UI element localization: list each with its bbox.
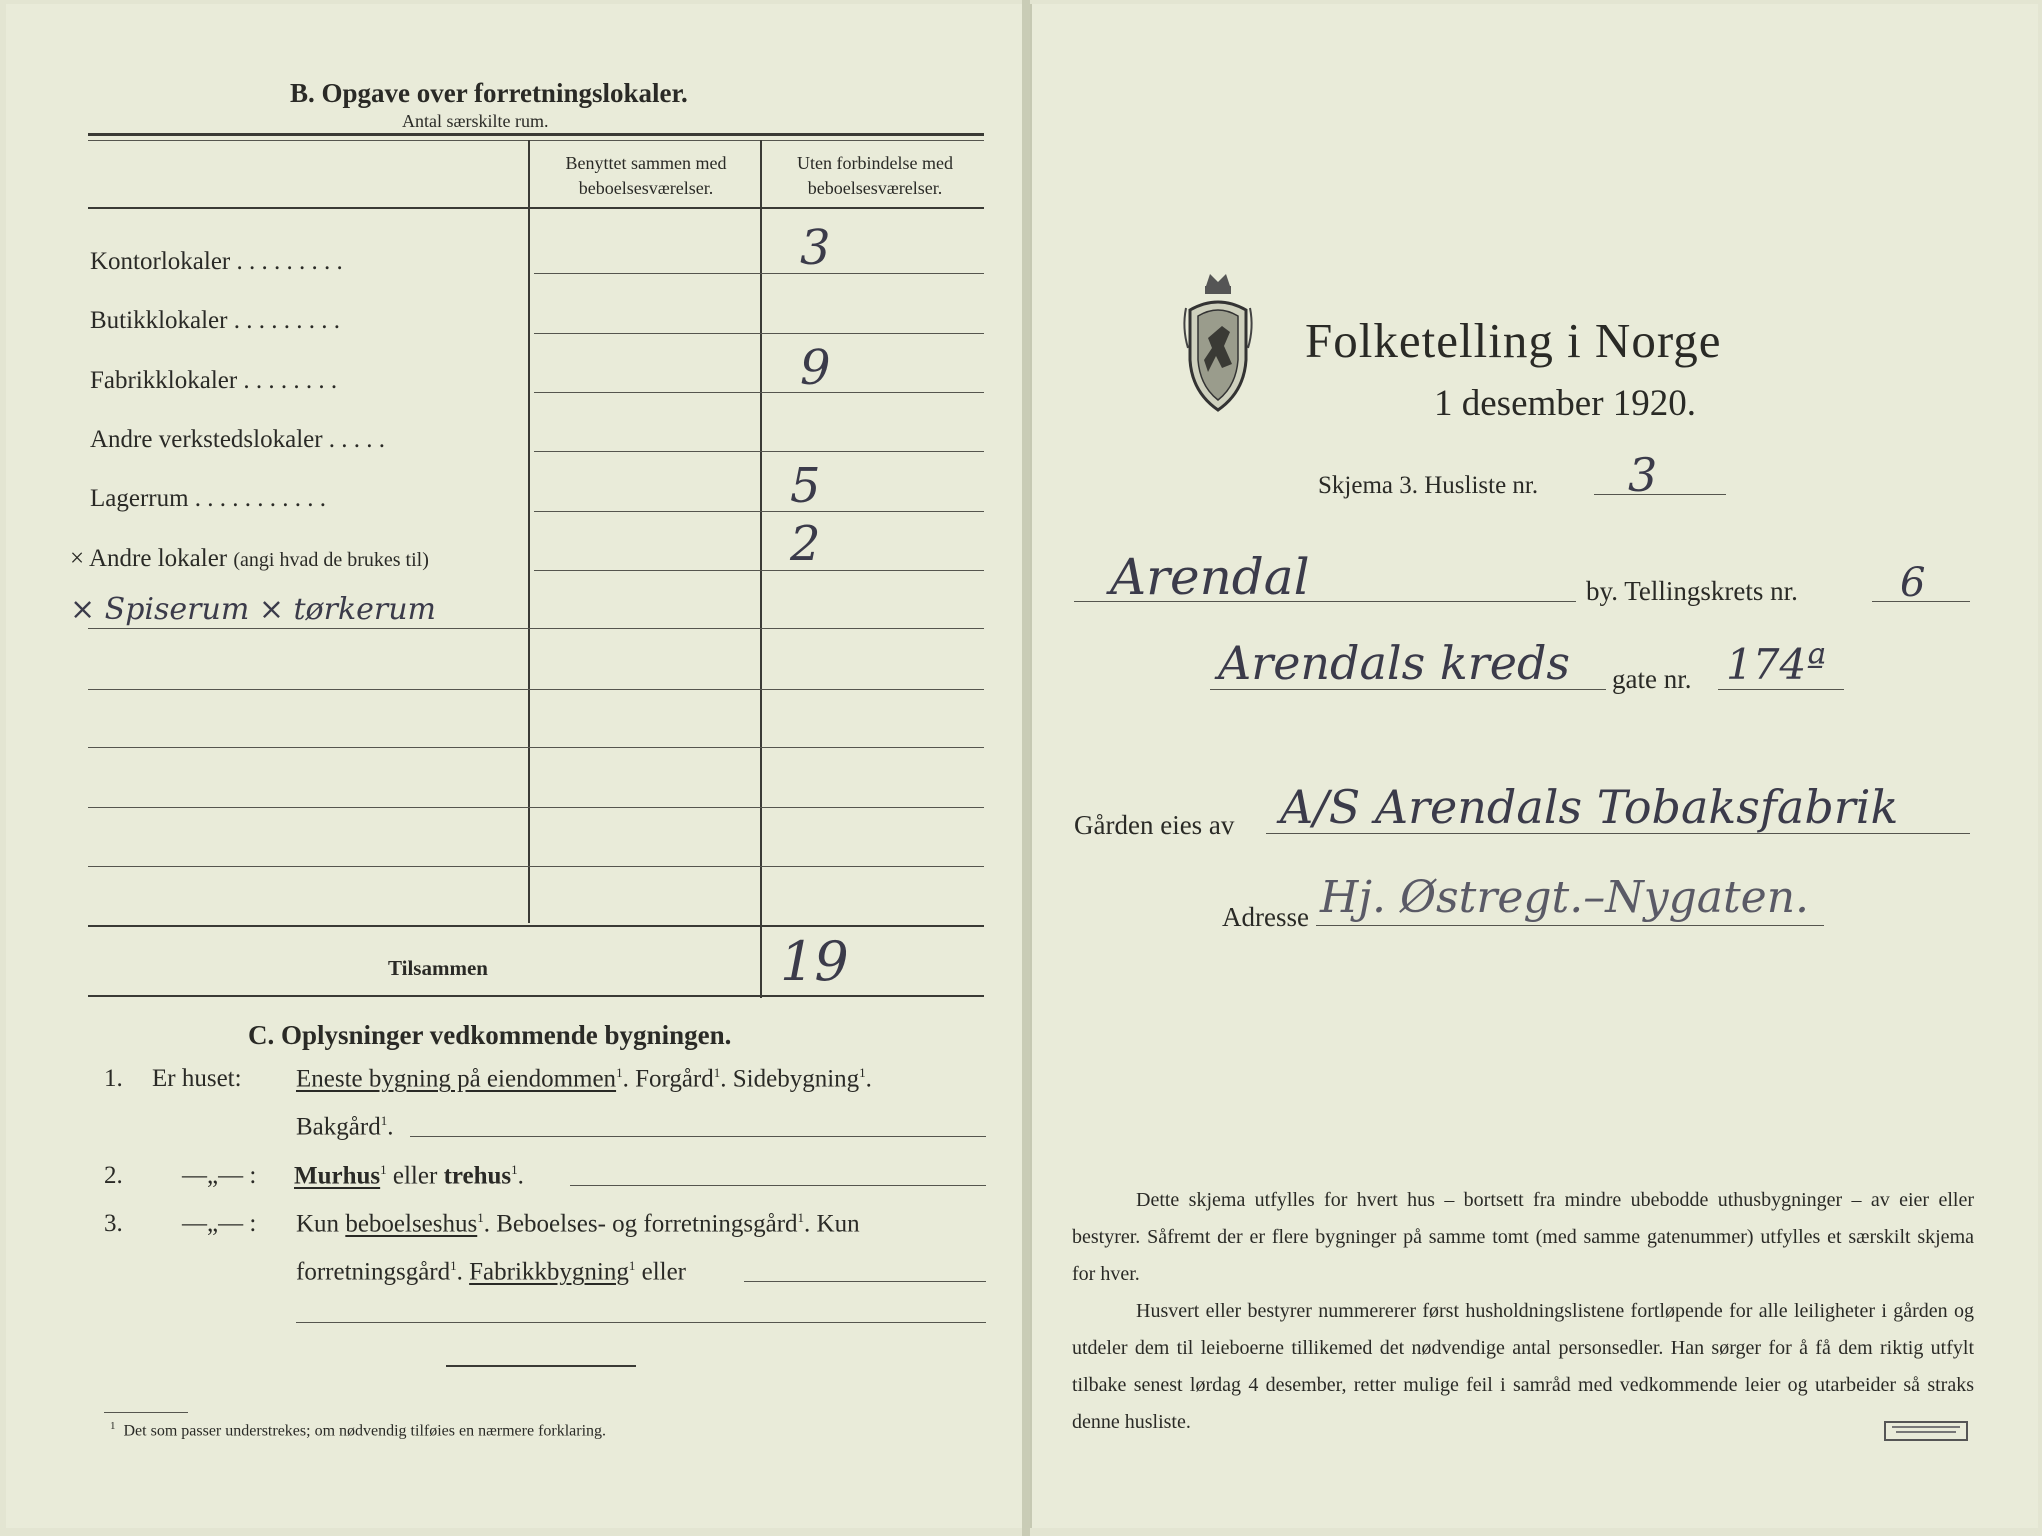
q2-options: Murhus$^1$ eller trehus$^1$. xyxy=(294,1162,524,1190)
col-divider-1 xyxy=(528,140,530,923)
street-number: 174ª xyxy=(1726,640,1827,689)
value-kontor: 3 xyxy=(800,220,831,276)
footnote xyxy=(110,1420,606,1440)
section-b-subtitle: Antal særskilte rum. xyxy=(402,111,549,131)
footnote-rule xyxy=(104,1412,188,1413)
city-label: by. Tellingskrets nr. xyxy=(1586,576,1798,606)
q1-option-eneste: Eneste bygning på eiendommen xyxy=(296,1065,617,1093)
section-b-title: B. Opgave over forretningslokaler. xyxy=(290,78,688,108)
street-line xyxy=(1210,689,1606,690)
q3-option-beboelseshus: beboelseshus xyxy=(345,1210,478,1238)
owner-line xyxy=(1266,833,1970,834)
row-rule xyxy=(534,570,984,571)
andre-handwritten: × Spiserum × tørkerum xyxy=(70,592,436,627)
row-rule xyxy=(88,689,984,690)
andre-note: (angi hvad de brukes til) xyxy=(233,549,429,571)
table-top-rule xyxy=(88,133,984,136)
street-label: gate nr. xyxy=(1612,664,1692,694)
col1-header-line2: beboelsesværelser. xyxy=(578,178,714,198)
address-value: Hj. Østregt.–Nygaten. xyxy=(1320,872,1810,923)
value-fabrikk: 9 xyxy=(800,340,831,396)
husliste-number: 3 xyxy=(1628,448,1658,502)
q1-option-forgard: Forgård xyxy=(635,1065,714,1093)
row-rule xyxy=(534,273,984,274)
q1-number: 1. xyxy=(104,1065,123,1092)
total-label: Tilsammen xyxy=(388,956,488,980)
section-c-end-rule xyxy=(446,1365,636,1367)
q2-eller: eller xyxy=(392,1162,438,1190)
street-value: Arendals kreds xyxy=(1218,636,1571,690)
printer-stamp-icon xyxy=(1884,1421,1968,1441)
husliste-line xyxy=(1594,494,1726,495)
footnote-text: Det som passer understrekes; om nødvendig tilføies en nærmere forklaring. xyxy=(123,1422,607,1440)
street-number-line xyxy=(1718,689,1844,690)
krets-line xyxy=(1872,601,1970,602)
q2-label: —„— : xyxy=(182,1162,257,1189)
q2-option-trehus: trehus xyxy=(443,1162,512,1190)
city-line xyxy=(1074,601,1576,602)
q3-fill-line-2 xyxy=(296,1322,986,1323)
census-date: 1 desember 1920. xyxy=(1434,383,1697,424)
row-rule xyxy=(88,747,984,748)
q3-eller: eller xyxy=(641,1258,687,1286)
row-label-andre xyxy=(70,545,429,573)
left-page xyxy=(6,4,1024,1528)
q1-label: Er huset: xyxy=(152,1065,242,1092)
q3-label: —„— : xyxy=(182,1210,257,1237)
q1-options: Eneste bygning på eiendommen$^1$. Forgård$^1$. Sidebygning$^1$. xyxy=(296,1065,872,1093)
instructions-paragraph-1: Dette skjema utfylles for hvert hus – bortsett fra mindre ubebodde uthusbygninger – av eier eller bestyrer. Såfremt der er flere bygninger på samme tomt (med samme gatenummer) utfylles et særskilt skjema for hver. xyxy=(1072,1189,1974,1285)
row-label-lager: Lagerrum . . . . . . . . . . . xyxy=(90,485,327,512)
q2-fill-line xyxy=(570,1185,986,1186)
row-label-fabrikk: Fabrikklokaler . . . . . . . . xyxy=(90,367,338,394)
owner-label: Gården eies av xyxy=(1074,810,1235,840)
row-rule xyxy=(534,392,984,393)
col-divider-2 xyxy=(760,140,762,998)
krets-number: 6 xyxy=(1900,560,1926,606)
address-label: Adresse xyxy=(1222,902,1309,932)
row-rule xyxy=(88,807,984,808)
q2-option-murhus: Murhus xyxy=(294,1162,381,1190)
page-fold xyxy=(1022,0,1030,1536)
q2-number: 2. xyxy=(104,1162,123,1189)
row-label-butikk: Butikklokaler . . . . . . . . . xyxy=(90,307,340,334)
address-line xyxy=(1316,925,1824,926)
q3-kun: Kun xyxy=(296,1210,340,1238)
city-value: Arendal xyxy=(1110,548,1310,606)
andre-label: Andre lokaler xyxy=(88,545,228,572)
instructions-paragraph-2: Husvert eller bestyrer nummererer først husholdningslistene fortløpende for alle leiligheter i gården og utdeler dem til leieboerne tillikemed det nødvendige antal personsedler. Han sørger for å få dem riktig utfylt tilbake senest lørdag 4 desember, retter mulige feil i samråd med vedkommende leier og utarbeider så straks denne husliste. xyxy=(1072,1300,1974,1433)
col2-header-line2: beboelsesværelser. xyxy=(807,178,943,198)
section-c-title: C. Oplysninger vedkommende bygningen. xyxy=(248,1020,732,1050)
row-label-kontor: Kontorlokaler . . . . . . . . . xyxy=(90,248,343,275)
row-rule xyxy=(88,866,984,867)
row-rule xyxy=(534,333,984,334)
col1-header-line1: Benyttet sammen med xyxy=(565,153,727,173)
q3-options: Kun beboelseshus$^1$. Beboelses- og forretningsgård$^1$. Kun xyxy=(296,1210,860,1238)
norway-coat-of-arms-icon xyxy=(1178,268,1258,418)
header-bottom-rule xyxy=(88,207,984,209)
schema-label: Skjema 3. Husliste nr. xyxy=(1318,472,1539,499)
row-rule xyxy=(534,451,984,452)
q3-options-line2: forretningsgård$^1$. Fabrikkbygning$^1$ eller xyxy=(296,1258,687,1286)
row-label-verksted: Andre verkstedslokaler . . . . . xyxy=(90,426,386,453)
q3-option-fabrikkbygning: Fabrikkbygning xyxy=(469,1258,629,1286)
q1-option-bakgard: Bakgård$^1$. xyxy=(296,1113,394,1141)
col2-header-line1: Uten forbindelse med xyxy=(797,153,953,173)
q1-fill-line xyxy=(410,1136,986,1137)
footnote-mark: 1 xyxy=(110,1420,116,1432)
q3-fill-line xyxy=(744,1281,986,1282)
q3-option-beboelses-forretning: Beboelses- og forretningsgård xyxy=(496,1210,798,1238)
value-andre: 2 xyxy=(790,516,821,572)
q1-option-sidebygning: Sidebygning xyxy=(732,1065,860,1093)
q3-number: 3. xyxy=(104,1210,123,1237)
row-rule xyxy=(88,628,984,629)
total-top-rule xyxy=(88,925,984,927)
total-bottom-rule xyxy=(88,995,984,997)
q3-option-forretningsgard: forretningsgård xyxy=(296,1258,451,1286)
table-top-rule-thin xyxy=(88,140,984,141)
owner-value: A/S Arendals Tobaksfabrik xyxy=(1280,780,1899,834)
q3-kun-2: Kun xyxy=(816,1210,860,1238)
value-lager: 5 xyxy=(790,458,821,514)
row-rule xyxy=(534,511,984,512)
census-title: Folketelling i Norge xyxy=(1305,313,1722,368)
andre-prefix: × xyxy=(70,545,85,572)
total-value: 19 xyxy=(780,930,849,993)
